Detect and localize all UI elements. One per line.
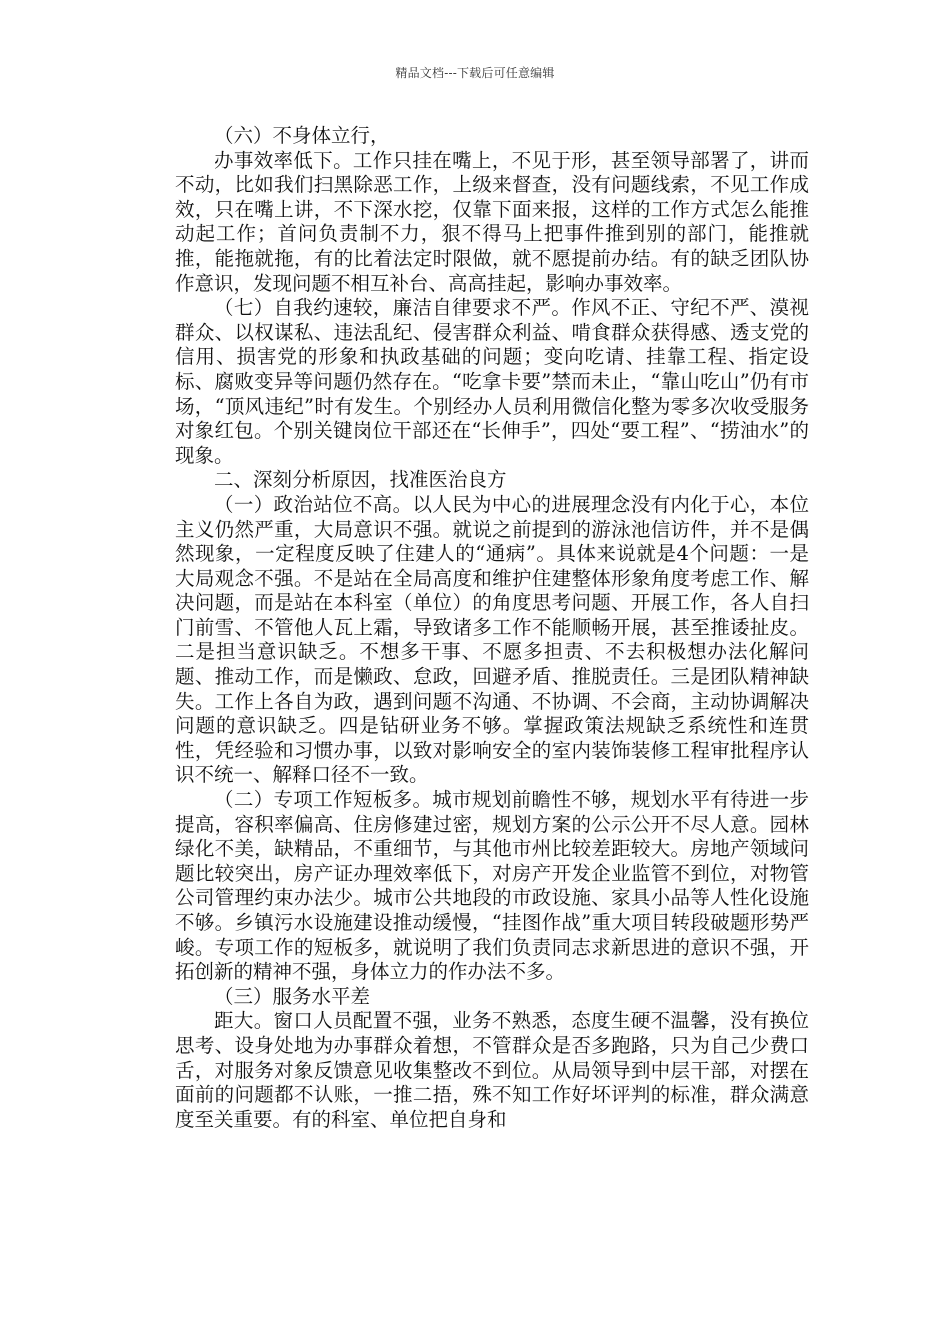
paragraph-heading-6: （六）不身体立行，	[214, 124, 390, 147]
paragraph: 办事效率低下。工作只挂在嘴上，不见于形，甚至领导部署了，讲而不动，比如我们扫黑除恶工作，上级来督查，没有问题线索，不见工作成效，只在嘴上讲，不下深水挖，仅靠下面来报，这样的工作方式怎么能推动起工作；首问负责制不力，狠不得马上把事件推到别的部门，能推就推，能拖就拖，有的比着法定时限做，就不愿提前办结。有的缺乏团队协作意识，发现问题不相互补台、高高挂起，影响办事效率。	[175, 148, 809, 295]
paragraph: 距大。窗口人员配置不强，业务不熟悉，态度生硬不温馨，没有换位思考、设身处地为办事群众着想，不管群众是否多跑路，只为自己少费口舌，对服务对象反馈意见收集整改不到位。从局领导到中层干部，对摆在面前的问题都不认账，一推二捂，殊不知工作好坏评判的标准，群众满意度至关重要。有的科室、单位把自身和	[175, 1009, 809, 1131]
paragraph-heading-3: （三）服务水平差	[214, 984, 371, 1008]
paragraph-heading-7: （七）自我约速较，廉洁自律要求不严。作风不正、守纪不严、漠视群众、以权谋私、违法乱纪、侵害群众利益、啃食群众获得感、透支党的信用、损害党的形象和执政基础的问题；变向吃请、挂靠工程、指定设标、腐败变异等问题仍然存在。“吃拿卡要”禁而未止，“靠山吃山”仍有市场，“顶风违纪”时有发生。个别经办人员利用微信化整为零多次收受服务对象红包。个别关键岗位干部还在“长伸手”，四处“要工程”、“捞油水”的现象。	[175, 296, 809, 467]
page-header: 精品文档---下载后可任意编辑	[395, 66, 555, 80]
paragraph-heading-2: （二）专项工作短板多。城市规划前瞻性不够，规划水平有待进一步提高，容积率偏高、住房修建过密，规划方案的公示公开不尽人意。园林绿化不美，缺精品，不重细节，与其他市州比较差距较大。房地产领域问题比较突出，房产证办理效率低下，对房产开发企业监管不到位，对物管公司管理约束办法少。城市公共地段的市政设施、家具小品等人性化设施不够。乡镇污水设施建设推动缓慢，“挂图作战”重大项目转段破题形势严峻。专项工作的短板多，就说明了我们负责同志求新思进的意识不强，开拓创新的精神不强，身体立力的作办法不多。	[175, 788, 809, 984]
document-body	[175, 124, 809, 1132]
section-heading: 二、深刻分析原因，找准医治良方	[214, 468, 507, 492]
paragraph-heading-1: （一）政治站位不高。以人民为中心的进展理念没有内化于心，本位主义仍然严重，大局意识不强。就说之前提到的游泳池信访件，并不是偶然现象，一定程度反映了住建人的“通病”。具体来说就是4个问题：一是大局观念不强。不是站在全局高度和维护住建整体形象角度考虑工作、解决问题，而是站在本科室（单位）的角度思考问题、开展工作，各人自扫门前雪、不管他人瓦上霜，导致诸多工作不能顺畅开展，甚至推诿扯皮。二是担当意识缺乏。不想多干事、不愿多担责、不去积极想办法化解问题、推动工作，而是懒政、怠政，回避矛盾、推脱责任。三是团队精神缺失。工作上各自为政，遇到问题不沟通、不协调、不会商，主动协调解决问题的意识缺乏。四是钻研业务不够。掌握政策法规缺乏系统性和连贯性，凭经验和习惯办事，以致对影响安全的室内装饰装修工程审批程序认识不统一、解释口径不一致。	[175, 492, 809, 787]
